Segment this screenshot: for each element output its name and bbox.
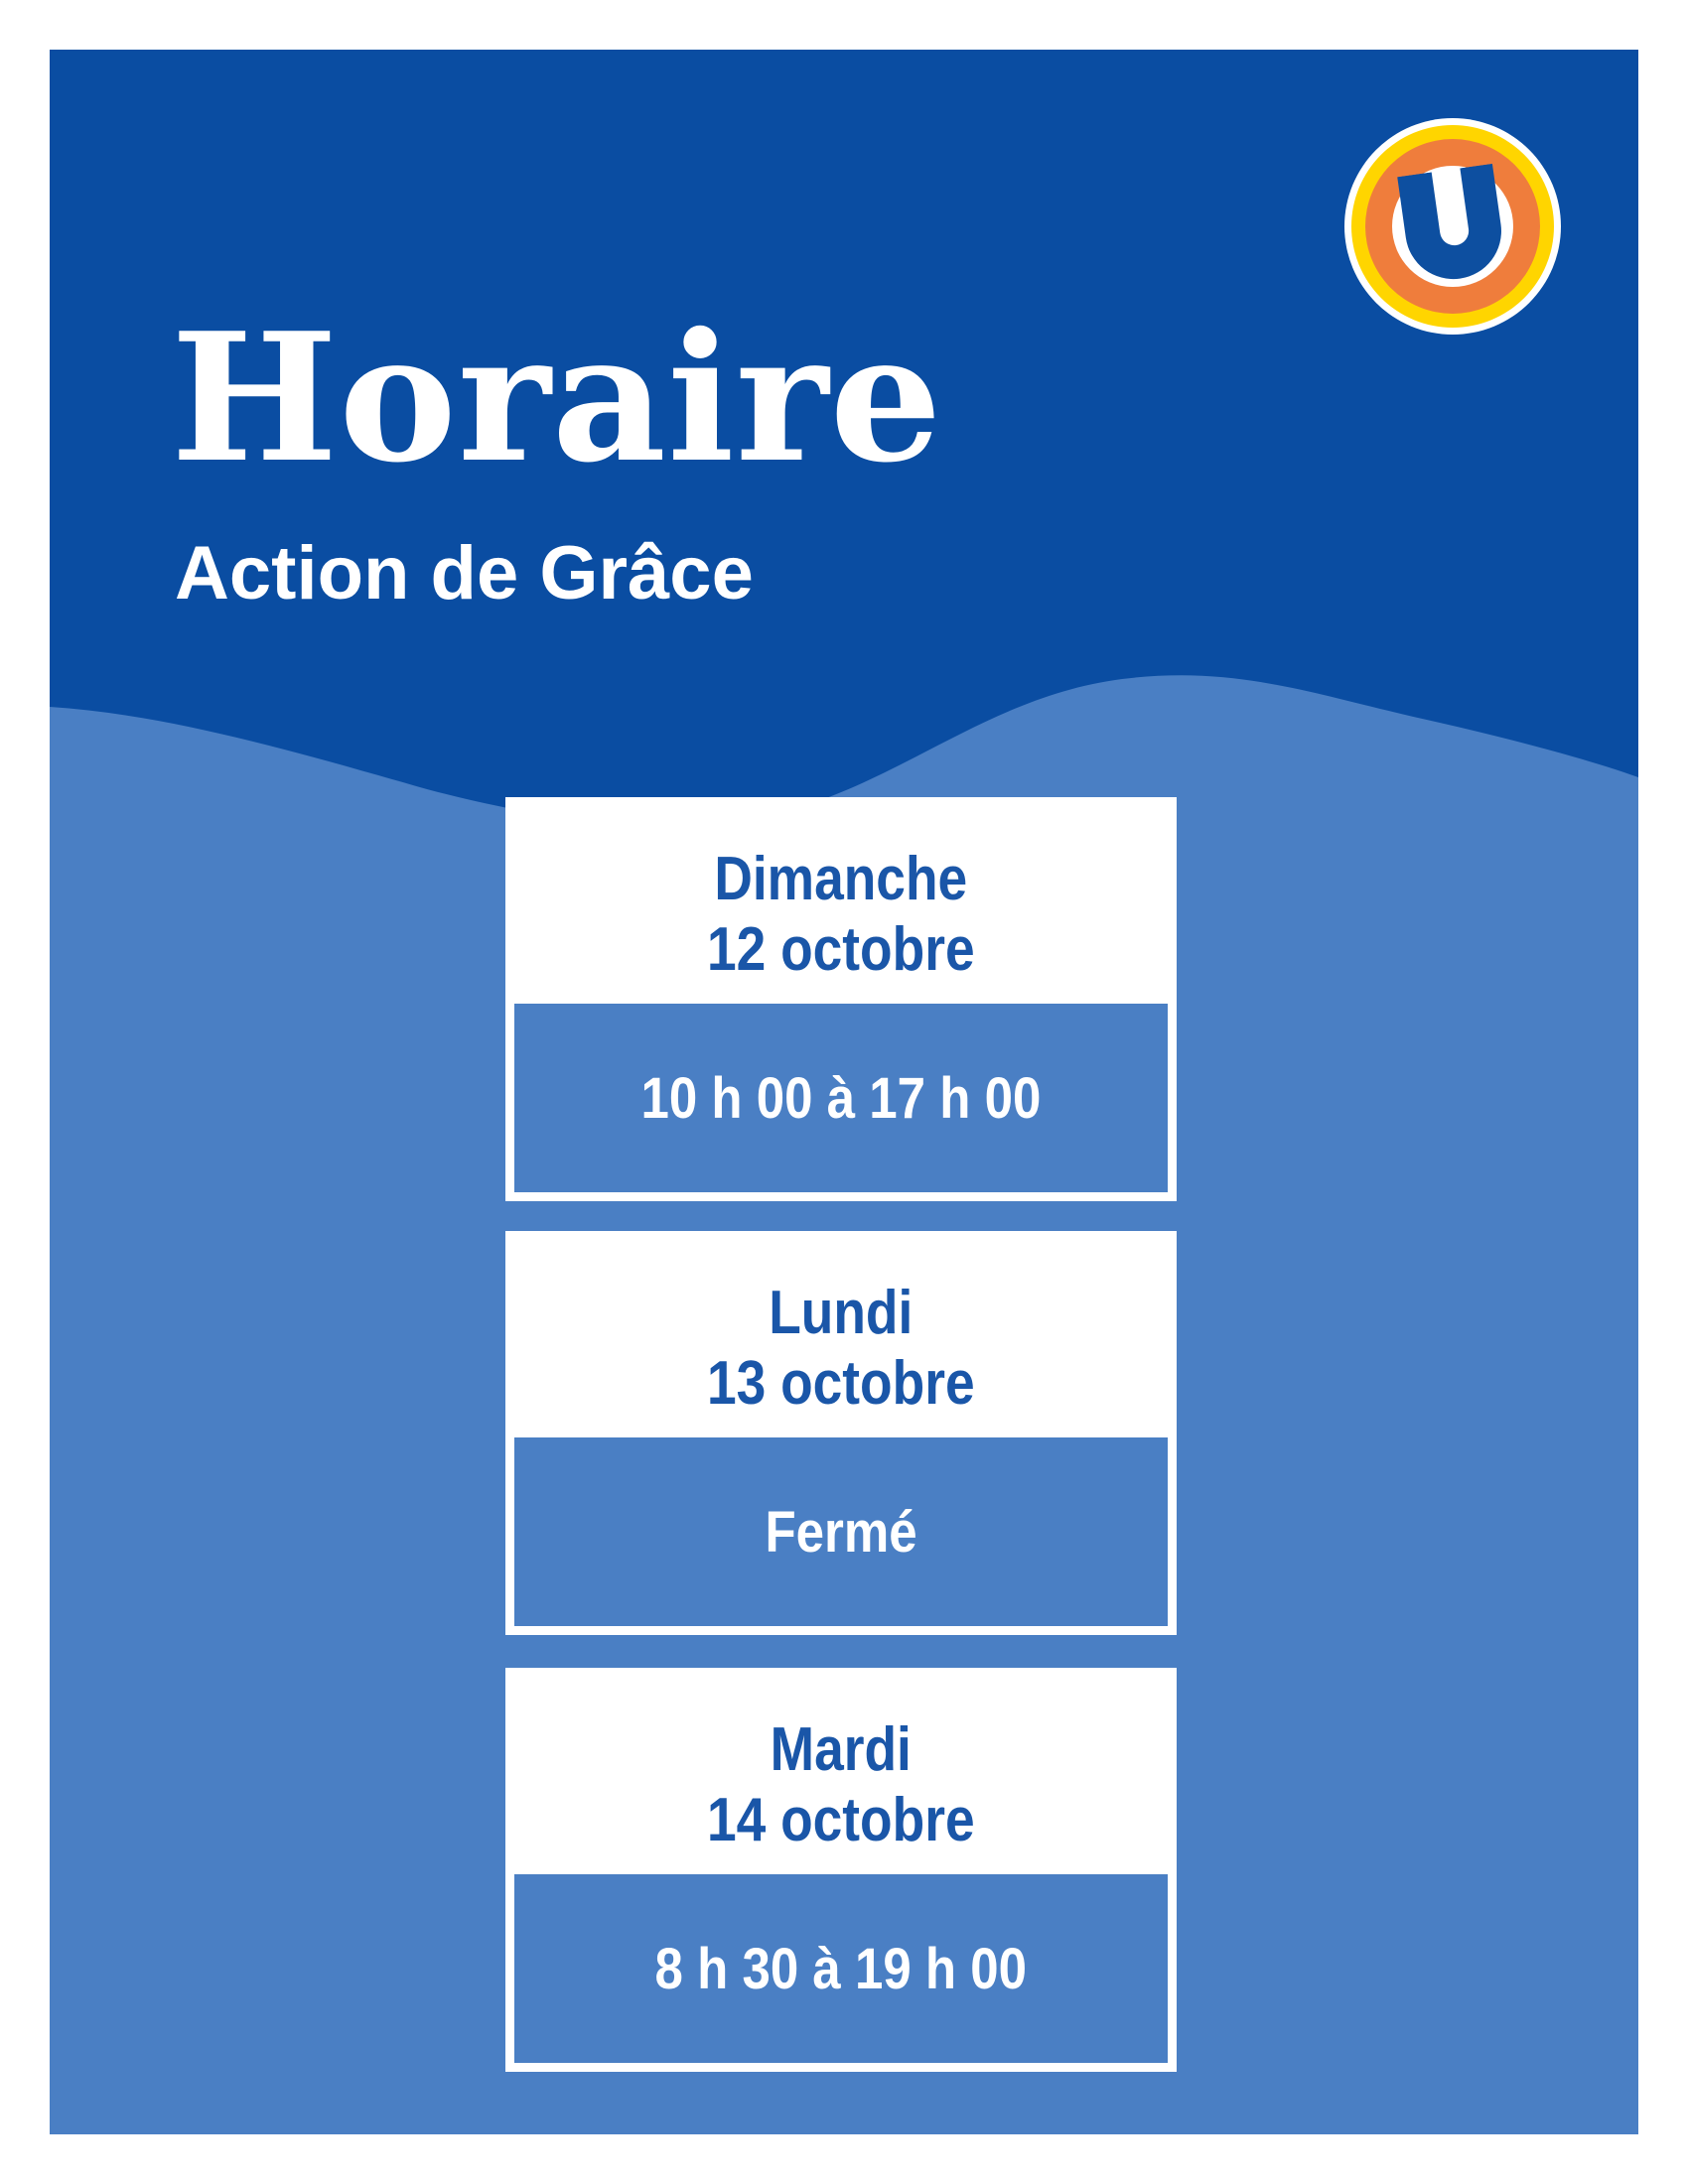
card-date-area	[505, 797, 1177, 1018]
page-subtitle: Action de Grâce	[175, 531, 754, 615]
card-date-area	[505, 1231, 1177, 1451]
card-hours-box	[514, 1004, 1168, 1192]
schedule-card-dimanche	[505, 797, 1177, 1201]
card-day-date	[707, 1278, 975, 1419]
card-day-label: Mardi	[770, 1715, 913, 1784]
card-date-label: 13 octobre	[707, 1349, 975, 1418]
page-title: Horaire	[171, 294, 943, 501]
card-hours-label: Fermé	[765, 1499, 917, 1565]
card-hours-label: 10 h 00 à 17 h 00	[640, 1065, 1042, 1131]
card-day-date	[707, 844, 975, 985]
brand-logo	[1344, 118, 1561, 335]
card-hours-label: 8 h 30 à 19 h 00	[654, 1936, 1028, 2001]
card-hours-box	[514, 1437, 1168, 1626]
card-date-label: 14 octobre	[707, 1786, 975, 1854]
card-day-label: Lundi	[769, 1279, 914, 1347]
logo-letter-u-icon	[1397, 164, 1509, 290]
card-date-area	[505, 1668, 1177, 1888]
card-day-date	[707, 1714, 975, 1855]
schedule-card-mardi	[505, 1668, 1177, 2072]
poster-inner-area	[50, 50, 1638, 2134]
schedule-card-lundi	[505, 1231, 1177, 1635]
card-date-label: 12 octobre	[707, 915, 975, 984]
card-hours-box	[514, 1874, 1168, 2063]
card-day-label: Dimanche	[714, 845, 968, 913]
